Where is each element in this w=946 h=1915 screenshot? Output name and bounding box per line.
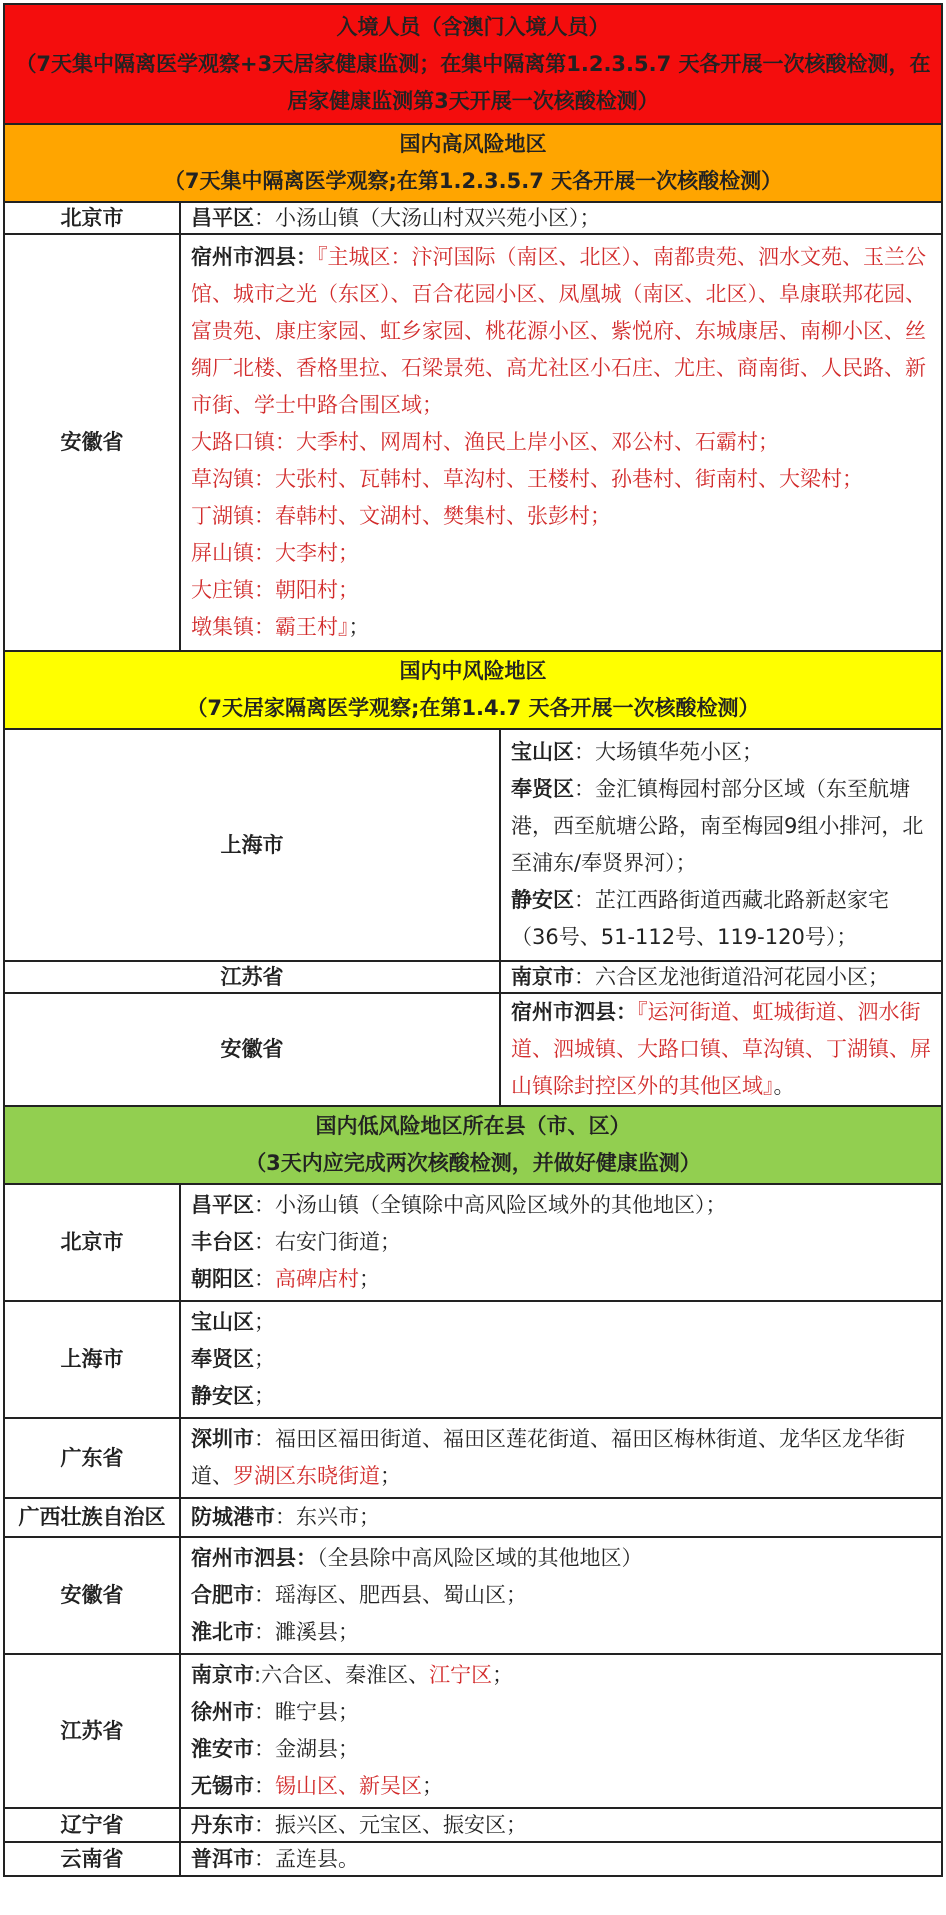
- area-cell: [180, 1184, 942, 1301]
- town-text: 大庄镇：朝阳村；: [191, 578, 359, 602]
- area-text: 『运河街道、虹城街道、泗水街道、泗城镇、大路口镇、草沟镇、丁湖镇、屏山镇除封控区外的其他区域』: [511, 1000, 931, 1098]
- area-text: ：金湖县；: [254, 1737, 359, 1761]
- city-name: 丹东市: [191, 1813, 254, 1837]
- mid-shanghai-row: [4, 729, 942, 961]
- area-text: ：福田区福田街道、福田区莲花街道、福田区梅林街道、龙华区龙华街道、: [191, 1427, 905, 1488]
- district-name: 奉贤区: [511, 777, 574, 801]
- district-name: 朝阳区: [191, 1267, 254, 1291]
- city-name: 南京市: [511, 965, 574, 989]
- mid-risk-banner: [4, 651, 942, 729]
- inbound-banner: [4, 4, 942, 124]
- area-sep: ：: [254, 1774, 275, 1798]
- mid-jiangsu-row: [4, 961, 942, 993]
- area-cell: [180, 1537, 942, 1654]
- area-text-red: 锡山区、新吴区: [275, 1774, 422, 1798]
- province-cell: 安徽省: [4, 234, 180, 651]
- area-tail: ；: [254, 1347, 275, 1371]
- high-risk-banner: [4, 124, 942, 202]
- city-name: 无锡市: [191, 1774, 254, 1798]
- city-name: 普洱市: [191, 1847, 254, 1871]
- area-cell: [180, 1654, 942, 1808]
- province-cell: 辽宁省: [4, 1808, 180, 1842]
- area-text: ：小汤山镇（全镇除中高风险区域外的其他地区）；: [254, 1193, 727, 1217]
- area-text: ：小汤山镇（大汤山村双兴苑小区）；: [254, 206, 601, 230]
- province-cell: 北京市: [4, 1184, 180, 1301]
- area-cell: [180, 1842, 942, 1876]
- inbound-subtitle: （7天集中隔离医学观察+3天居家健康监测；在集中隔离第1.2.3.5.7 天各开展一次核酸检测，在居家健康监测第3天开展一次核酸检测）: [15, 51, 931, 113]
- area-cell: [500, 729, 942, 961]
- county-name: 宿州市泗县：: [511, 1000, 637, 1024]
- area-tail: ；: [254, 1310, 275, 1334]
- area-tail: ；: [359, 1267, 380, 1291]
- town-tail: ；: [348, 615, 370, 639]
- area-tail: ；: [492, 1663, 514, 1687]
- mid-anhui-row: [4, 993, 942, 1106]
- mid-risk-banner-row: [4, 651, 942, 729]
- area-text-red: 江宁区: [429, 1663, 493, 1687]
- area-text: ：孟连县。: [254, 1847, 359, 1871]
- high-beijing-row: [4, 202, 942, 234]
- district-name: 宝山区: [191, 1310, 254, 1334]
- district-name: 昌平区: [191, 1193, 254, 1217]
- low-anhui-row: [4, 1537, 942, 1654]
- province-cell: 江苏省: [4, 961, 500, 993]
- area-tail: ；: [254, 1384, 275, 1408]
- province-cell: 安徽省: [4, 993, 500, 1106]
- province-cell: 江苏省: [4, 1654, 180, 1808]
- area-text: 高碑店村: [275, 1267, 359, 1291]
- high-risk-title: 国内高风险地区: [399, 132, 547, 156]
- province-cell: 北京市: [4, 202, 180, 234]
- county-name: 宿州市泗县：: [191, 245, 317, 269]
- area-text: ：芷江西路街道西藏北路新赵家宅（36号、51-112号、119-120号）；: [511, 888, 889, 949]
- city-name: 深圳市: [191, 1427, 254, 1451]
- district-name: 昌平区: [191, 206, 254, 230]
- low-risk-banner-row: [4, 1106, 942, 1184]
- inbound-banner-row: [4, 4, 942, 124]
- province-cell: 云南省: [4, 1842, 180, 1876]
- low-shanghai-row: [4, 1301, 942, 1418]
- district-name: 丰台区: [191, 1230, 254, 1254]
- mid-risk-subtitle: （7天居家隔离医学观察;在第1.4.7 天各开展一次核酸检测）: [186, 696, 760, 720]
- area-text: ：瑶海区、肥西县、蜀山区；: [254, 1583, 527, 1607]
- town-text: 草沟镇：大张村、瓦韩村、草沟村、王楼村、孙巷村、街南村、大梁村；: [191, 467, 863, 491]
- area-text: ：濉溪县；: [254, 1620, 359, 1644]
- area-cell: [180, 1808, 942, 1842]
- area-cell: [180, 202, 942, 234]
- low-beijing-row: [4, 1184, 942, 1301]
- district-name: 奉贤区: [191, 1347, 254, 1371]
- province-cell: 广西壮族自治区: [4, 1498, 180, 1537]
- district-name: 静安区: [191, 1384, 254, 1408]
- area-text: ：大场镇华苑小区；: [574, 740, 763, 764]
- area-text: （全县除中高风险区域的其他地区）: [317, 1546, 643, 1570]
- area-cell: [180, 1301, 942, 1418]
- low-guangxi-row: [4, 1498, 942, 1537]
- district-name: 静安区: [511, 888, 574, 912]
- province-cell: 上海市: [4, 729, 500, 961]
- city-name: 淮北市: [191, 1620, 254, 1644]
- area-tail: 。: [773, 1074, 795, 1098]
- mid-risk-title: 国内中风险地区: [399, 659, 547, 683]
- area-tail: ；: [422, 1774, 443, 1798]
- district-name: 宝山区: [511, 740, 574, 764]
- area-text: ：六合区龙池街道沿河花园小区；: [574, 965, 889, 989]
- city-name: 徐州市: [191, 1700, 254, 1724]
- area-text: :六合区、秦淮区、: [254, 1663, 430, 1687]
- town-text: 墩集镇：霸王村』: [191, 615, 349, 639]
- high-anhui-row: [4, 234, 942, 651]
- low-guangdong-row: [4, 1418, 942, 1498]
- province-cell: 上海市: [4, 1301, 180, 1418]
- province-cell: 广东省: [4, 1418, 180, 1498]
- high-risk-banner-row: [4, 124, 942, 202]
- town-text: 屏山镇：大李村；: [191, 541, 359, 565]
- area-cell: [500, 993, 942, 1106]
- county-name: 宿州市泗县：: [191, 1546, 317, 1570]
- area-text: ：振兴区、元宝区、振安区；: [254, 1813, 527, 1837]
- risk-area-table: [3, 3, 943, 1877]
- area-sep: ：: [254, 1267, 275, 1291]
- province-cell: 安徽省: [4, 1537, 180, 1654]
- city-name: 防城港市: [191, 1505, 275, 1529]
- inbound-title: 入境人员（含澳门入境人员）: [336, 14, 610, 39]
- low-liaoning-row: [4, 1808, 942, 1842]
- area-text: ：金汇镇梅园村部分区域（东至航塘港，西至航塘公路，南至梅园9组小排河，北至浦东/奉贤界河）；: [511, 777, 924, 875]
- low-risk-title: 国内低风险地区所在县（市、区）: [315, 1114, 631, 1138]
- town-text: 大路口镇：大季村、网周村、渔民上岸小区、邓公村、石霸村；: [191, 430, 779, 454]
- city-name: 淮安市: [191, 1737, 254, 1761]
- low-risk-banner: [4, 1106, 942, 1184]
- area-cell: [180, 1418, 942, 1498]
- area-text-red: 罗湖区东晓街道: [233, 1464, 380, 1488]
- area-text: ：睢宁县；: [254, 1700, 359, 1724]
- main-district-text: 『主城区：汴河国际（南区、北区）、南都贵苑、泗水文苑、玉兰公馆、城市之光（东区）、百合花园小区、凤凰城（南区、北区）、阜康联邦花园、富贵苑、康庄家园、虹乡家园、桃花源小区、紫悦府、东城康居、南柳小区、丝绸厂北楼、香格里拉、石梁景苑、高尤社区小石庄、尤庄、商南街、人民路、新市街、学士中路合围区域；: [191, 245, 926, 417]
- high-risk-subtitle: （7天集中隔离医学观察;在第1.2.3.5.7 天各开展一次核酸检测）: [163, 169, 783, 193]
- area-tail: ；: [380, 1464, 401, 1488]
- area-cell: [180, 234, 942, 651]
- area-text: ：右安门街道；: [254, 1230, 401, 1254]
- area-text: ：东兴市；: [275, 1505, 380, 1529]
- low-jiangsu-row: [4, 1654, 942, 1808]
- town-text: 丁湖镇：春韩村、文湖村、樊集村、张彭村；: [191, 504, 611, 528]
- city-name: 合肥市: [191, 1583, 254, 1607]
- low-risk-subtitle: （3天内应完成两次核酸检测，并做好健康监测）: [245, 1151, 701, 1175]
- city-name: 南京市: [191, 1663, 254, 1687]
- area-cell: [500, 961, 942, 993]
- area-cell: [180, 1498, 942, 1537]
- low-yunnan-row: [4, 1842, 942, 1876]
